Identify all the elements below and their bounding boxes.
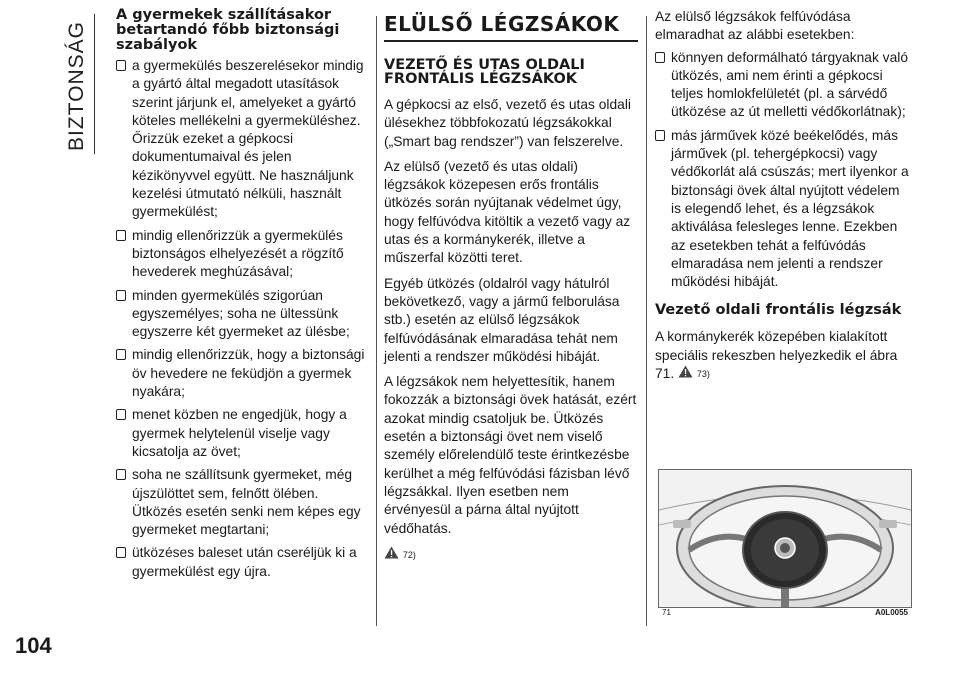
column-divider <box>376 16 377 626</box>
list-item: más járművek közé beékelődés, más járművek (pl. tehergépkocsi) vagy védőkorlát alá csúszás; mert ilyenkor a biztonsági övek által nyújtott védelem is elegendő lehet, és a légzsákok aktiválása felesleges lenne. Ezekben az esetekben tehát a felfúvódás elmaradása nem jelenti a rendszer működési hibáját. <box>655 127 911 292</box>
checkbox-bullet-icon <box>116 230 126 241</box>
checkbox-bullet-icon <box>655 52 665 63</box>
column-right <box>655 8 911 391</box>
figure-code: A0L0055 <box>875 608 908 617</box>
list-item: soha ne szállítsunk gyermeket, még újszülöttet sem, felnőtt ölében. Ütközés esetén senki nem képes egy gyermeket megtartani; <box>116 466 368 539</box>
paragraph: A kormánykerék közepében kialakított speciális rekeszben helyezkedik el ábra 71. 73) <box>655 329 898 382</box>
section-title: ELÜLSŐ LÉGZSÁKOK <box>384 12 620 36</box>
checkbox-bullet-icon <box>116 547 126 558</box>
list-item: ütközéses baleset után cseréljük ki a gyermekülést egy újra. <box>116 544 368 581</box>
warning-icon <box>384 546 399 559</box>
section-tab-rule <box>94 14 95 154</box>
child-safety-heading: A gyermekek szállításakor betartandó főbb biztonsági szabályok <box>116 7 340 53</box>
paragraph: A gépkocsi az első, vezető és utas oldali ülésekhez többfokozatú légzsákokkal („Smart bag rendszer”) van felszerelve. <box>384 97 631 149</box>
list-item: könnyen deformálható tárgyaknak való ütközés, ami nem érinti a gépkocsi teljes homlokfelületét (pl. a sárvédő ütközése az út melletti védőkorlátnak); <box>655 49 911 122</box>
column-divider <box>646 16 647 626</box>
figure-caption <box>658 607 910 619</box>
figure-number: 71 <box>662 608 671 617</box>
checkbox-bullet-icon <box>116 290 126 301</box>
checkbox-bullet-icon <box>116 469 126 480</box>
column-middle <box>384 8 638 565</box>
list-item: a gyermekülés beszerelésekor mindig a gyártó által megadott utasítások szerint járjunk el, amelyeket a gyártó köteles mellékelni a gyermeküléshez. Őrizzük ezeket a gépkocsi dokumentumaival és jelen kézikönyvvel együtt. Ne használjunk kezelési útmutató nélküli, használt gyermekülést; <box>116 57 368 222</box>
checkbox-bullet-icon <box>116 409 126 420</box>
column-left <box>116 8 368 586</box>
checkbox-bullet-icon <box>116 60 126 71</box>
title-rule <box>384 40 638 42</box>
warning-ref-number: 73) <box>696 369 710 380</box>
paragraph: Az elülső (vezető és utas oldali) légzsákok közepesen erős frontális ütközés során nyújtanak védelmet úgy, hogy felfúvódva kitöltik a vezető vagy az utas és a kormánykerék, illetve a műszerfal közötti teret. <box>384 158 631 266</box>
section-tab-label: BIZTONSÁG <box>65 21 88 151</box>
list-item: minden gyermekülés szigorúan egyszemélyes; soha ne ültessünk egyszerre két gyermeket az ülésbe; <box>116 287 368 342</box>
driver-airbag-heading: Vezető oldali frontális légzsák <box>655 302 902 319</box>
list-item: mindig ellenőrizzük, hogy a biztonsági öv hevedere ne feküdjön a gyermek nyakára; <box>116 346 368 401</box>
checkbox-bullet-icon <box>116 349 126 360</box>
section-subtitle: VEZETŐ ÉS UTAS OLDALI FRONTÁLIS LÉGZSÁKOK <box>384 57 585 87</box>
paragraph: A légzsákok nem helyettesítik, hanem fokozzák a biztonsági övek hatását, ezért azokat mindig csatoljuk be. Ütközés esetén a biztonsági övet nem viselő személy előrelendülő teste érintkezésbe kerülhet a még felfúvódási fázisban lévő légzsákkal. Ilyen esetben nem érvényesül a párna által nyújtott védőhatás. <box>384 374 637 536</box>
list-item: menet közben ne engedjük, hogy a gyermek helytelenül viselje vagy kicsatolja az övet; <box>116 406 368 461</box>
steering-wheel-figure <box>658 469 912 608</box>
steering-wheel-illustration <box>659 470 911 607</box>
list-item: mindig ellenőrizzük a gyermekülés biztonságos elhelyezését a rögzítő hevederek meghúzásával; <box>116 227 368 282</box>
warning-icon <box>678 365 693 378</box>
paragraph: Az elülső légzsákok felfúvódása elmaradhat az alábbi esetekben: <box>655 9 855 43</box>
page-number: 104 <box>15 633 52 658</box>
section-tab <box>62 16 92 156</box>
paragraph: Egyéb ütközés (oldalról vagy hátulról bekövetkező, vagy a jármű felborulása stb.) esetén az elülső légzsákok felfúvódásának elmaradása tehát nem jelenti a rendszer működési hibáját. <box>384 275 620 364</box>
warning-reference <box>384 546 638 565</box>
checkbox-bullet-icon <box>655 130 665 141</box>
warning-ref-number: 72) <box>402 549 416 560</box>
